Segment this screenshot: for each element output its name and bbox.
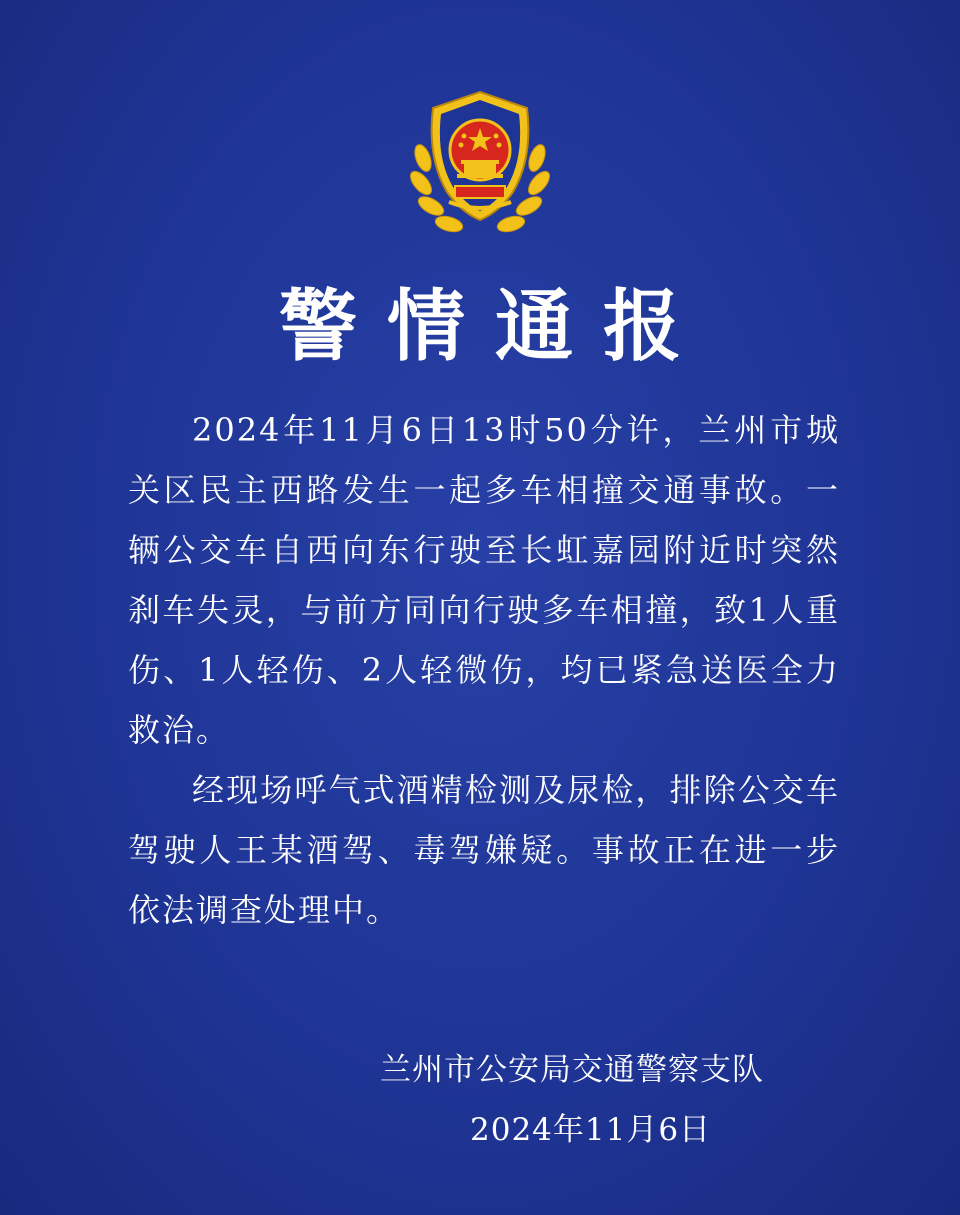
page-title: 警情通报 (278, 281, 711, 372)
notice-paragraph: 经现场呼气式酒精检测及尿检，排除公交车驾驶人王某酒驾、毒驾嫌疑。事故正在进一步依法调查处理中。 (128, 771, 840, 929)
issue-date: 2024年11月6日 (470, 1112, 712, 1148)
police-emblem-icon (409, 88, 551, 240)
notice-body (128, 400, 840, 940)
notice-paragraph: 2024年11月6日13时50分许，兰州市城关区民主西路发生一起多车相撞交通事故。一辆公交车自西向东行驶至长虹嘉园附近时突然刹车失灵，与前方同向行驶多车相撞，致1人重伤、1人轻伤、2人轻微伤，均已紧急送医全力救治。 (128, 411, 840, 749)
issuer-name: 兰州市公安局交通警察支队 (380, 1052, 764, 1088)
